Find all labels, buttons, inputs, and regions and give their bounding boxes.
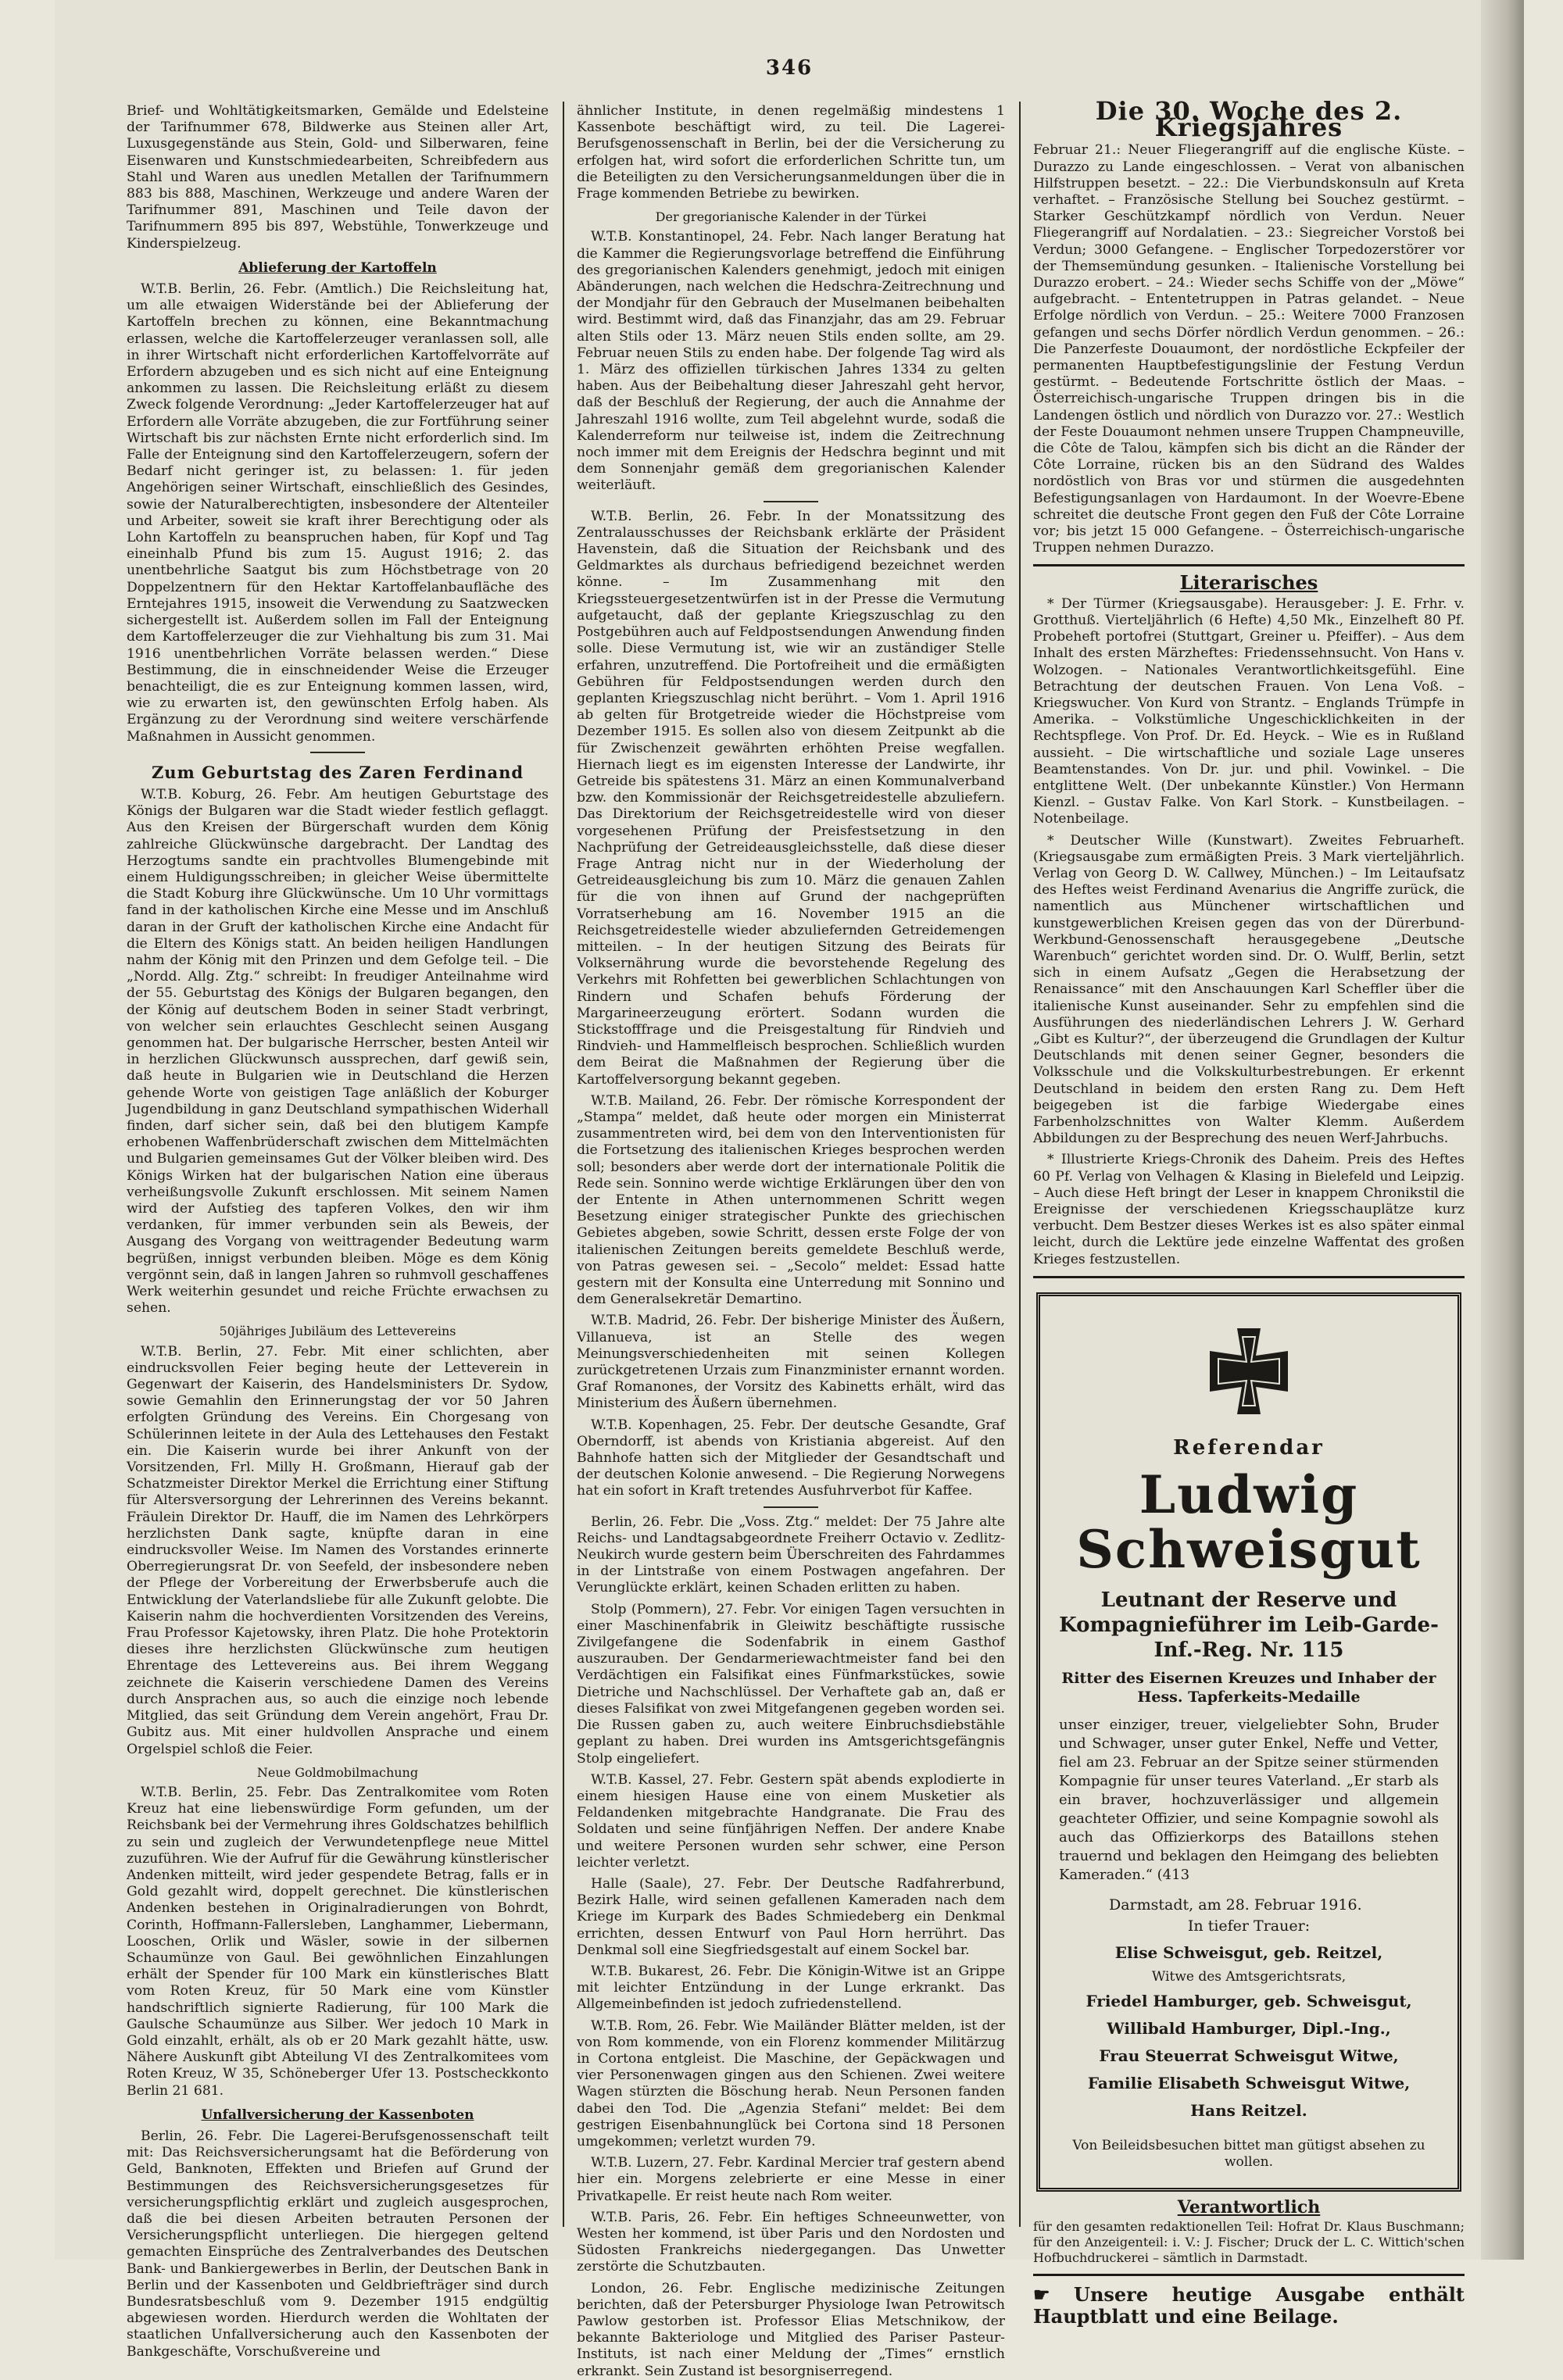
paragraph: Stolp (Pommern), 27. Febr. Vor einigen Tagen versuchten in einer Maschinenfabrik in Gleiwitz beschäftigte russische Zivilgefangene die Sodenfabrik in einem Gasthof auszurauben. Der Gendarmeriewachtmeister fand bei den Verdächtigen ein Falsifikat eines Fünfmarkstückes, sowie Dietriche und Nachschlüssel. Der Verhaftete gab an, daß er dieses Falsifikat von zwei Mitgefangenen gegeben worden sei. Die Russen gaben zu, auch weitere Einbruchsdiebstähle geplant zu haben. Drei wurden ins Amtsgerichtsgefängnis Stolp eingeliefert. — [577, 1601, 1005, 1767]
paragraph: W.T.B. Koburg, 26. Febr. Am heutigen Geburtstage des Königs der Bulgaren war die Stadt wieder festlich geflaggt. Aus den Kreisen der Bürgerschaft wurden dem König zahlreiche Glückwünsche dargebracht. Der Landtag des Herzogtums sandte ein prachtvolles Blumengebinde mit einem Huldigungsschreiben; in gleicher Weise übermittelte die Stadt Koburg ihre Glückwünsche. Um 10 Uhr vormittags fand in der katholischen Kirche eine Messe und im Anschluß daran in der Gruft der katholischen Kirche eine Andacht für die Eltern des Königs statt. An beiden heiligen Handlungen nahm der König mit den Prinzen und dem Gefolge teil. – Die „Nordd. Allg. Ztg.“ schreibt: In freudiger Anteilnahme wird der 55. Geburtstag des Königs der Bulgaren begangen, den der König auf deutschem Boden in seiner Stadt verbringt, von welcher sein erlauchtes Geschlecht seinen Ausgang genommen hat. Der bulgarische Herrscher, besten Anteil wir in herzlichen Glückwunsch aussprechen, darf gewiß sein, daß heute in Bulgarien wie in Deutschland die Herzen gehende Worte von geistigen Tage anläßlich der Koburger Jugendbildung in ganz Deutschland sympathischen Widerhall finden, darf sicher sein, daß bei den blutigem Kampfe erhobenen Waffenbrüderschaft zwischen dem Mittelmächten und Bulgarien gemeinsames Gut der Völker bleiben wird. Des Königs Wirken hat der bulgarischen Nation eine überaus verheißungsvolle Zukunft erschlossen. Mit seinem Namen wird der Aufstieg des tapferen Volkes, den wir ihm verdanken, für immer verbunden sein als Beweis, der Ausgang des Vorgang von weittragender Bedeutung warm begrüßen, innigst verbunden bleiben. Möge es dem König vergönnt sein, daß in langen Jahren so ruhmvoll geschaffenes Werk weiterhin gesundet und reiche Früchte erwachsen zu sehen. — [127, 786, 549, 1317]
mourner: Familie Elisabeth Schweisgut Witwe, — [1087, 2073, 1411, 2092]
paragraph: W.T.B. Paris, 26. Febr. Ein heftiges Schneeunwetter, von Westen her kommend, ist über Paris und den Nordosten und Südosten Frankreichs niedergegangen. Das Unwetter zerstörte die Schutzbauten. — [577, 2209, 1005, 2275]
page-number: 346 — [765, 56, 814, 80]
pointing-hand-icon: ☛ — [1033, 2283, 1075, 2307]
column-divider — [1019, 102, 1021, 2227]
mourner: Elise Schweisgut, geb. Reitzel, — [1114, 1942, 1383, 1962]
paragraph: Februar 21.: Neuer Fliegerangriff auf die englische Küste. – Durazzo zu Lande eingeschlossen. – Verat von albanischen Hilfstruppen besetzt. – 22.: Die Vierbundskonsuln auf Kreta verhaftet. – Französische Stellung bei Souchez gestürmt. – Starker Geschützkampf nördlich von Verdun. Neuer Fliegerangriff auf Nordalatien. – 23.: Siegreicher Vorstoß bei Verdun; 3000 Gefangene. – Englischer Torpedozerstörer vor der Themsemündung gesunken. – Italienische Vorstellung bei Durazzo erobert. – 24.: Wieder sechs Schiffe von der „Möwe“ aufgebracht. – Ententetruppen in Patras gelandet. – Neue Erfolge nördlich von Verdun. – 25.: Weitere 7000 Franzosen gefangen und sechs Dörfer nördlich Verdun genommen. – 26.: Die Panzerfeste Douaumont, der nordöstliche Eckpfeiler der permanenten Hauptbefestigungslinie der Festung Verdun gestürmt. – Bedeutende Fortschritte östlich der Maas. – Österreichisch-ungarische Truppen dringen bis in die Landengen östlich und nördlich von Durazzo vor. 27.: Westlich der Feste Douaumont nehmen unsere Truppen Champneuville, die Côte de Talou, kämpfen sich bis dicht an die Ränder der Côte Lorraine, rücken bis an den Südrand des Waldes nordöstlich von Bras vor und stürmen die ausgedehnten Befestigungsanlagen von Hardaumont. In der Woevre-Ebene schreitet die deutsche Front gegen den Fuß der Côte Lorraine vor; bis jetzt 15 000 Gefangene. – Österreichisch-ungarische Truppen nehmen Durazzo. — [1033, 142, 1465, 556]
mourner: Frau Steuerrat Schweisgut Witwe, — [1099, 2046, 1399, 2065]
mourner: Friedel Hamburger, geb. Schweisgut, — [1086, 1991, 1412, 2010]
article-title: Unfallversicherung der Kassenboten — [201, 2107, 474, 2123]
paragraph: W.T.B. Kassel, 27. Febr. Gestern spät abends explodierte in einem hiesigen Hause eine von einem Musketier als Feldandenken mitgebrachte Handgranate. Die Frau des Soldaten und seine fünfjährigen Neffen. Der andere Knabe und weitere Personen wurden sehr schwer, eine Person leichter verletzt. — [577, 1771, 1005, 1871]
newspaper-page — [55, 0, 1524, 2379]
obituary-place-date: Darmstadt, am 28. Februar 1916. — [1109, 1896, 1362, 1914]
paragraph: W.T.B. Berlin, 26. Febr. In der Monatssitzung des Zentralausschusses der Reichsbank erklärte der Präsident Havenstein, daß die Situation der Reichsbank und des Geldmarktes als durchaus befriedigend bezeichnet werden könne. – Im Zusammenhang mit den Kriegssteuergesetzentwürfen ist in der Presse die Vermutung aufgetaucht, daß der geplante Kriegszuschlag zu den Postgebühren auch auf Feldpostsendungen Anwendung finden solle. Diese Vermutung ist, wie wir an zuständiger Stelle erfahren, unzutreffend. Die Portofreiheit und die ermäßigten Gebühren für Feldpostsendungen werden durch den geplanten Kriegszuschlag nicht berührt. – Vom 1. April 1916 ab gelten für Brotgetreide wieder die Höchstpreise vom Dezember 1915. Es sollen also von diesem Zeitpunkt ab die für Zwischenzeit gewährten erhöhten Preise wegfallen. Hiernach liegt es im eigensten Interesse der Landwirte, ihr Getreide bis spätestens 31. März an einen Kommunalverband bzw. den Kommissionär der Reichsgetreidestelle abzuliefern. Das Direktorium der Reichsgetreidestelle wird von dieser vorgesehenen Prüfung der Preisfestsetzung in den Nachprüfung der Getreideausgleichsstelle, daß diese dieser Frage Antrag nicht nur in der Wiederholung der Getreideausgleichung bis zum 10. März die genauen Zahlen für die von ihnen auf Grund der nachgeprüften Vorratserhebung am 16. November 1915 an die Reichsgetreidestelle wieder abzuliefernden Getreidemengen mitteilen. – In der heutigen Sitzung des Beirats für Volksernährung wurde die bevorstehende Regelung des Verkehrs mit Rohfetten bei gewerblichen Schlachtungen von Rindern und Schafen behufs Förderung der Margarineerzeugung erörtert. Sodann wurden die Stickstofffrage und die Preisgestaltung für Rindvieh und Rindvieh- und Hammelfleisch besprochen. Schließlich wurden dem Beirat die Maßnahmen der Regierung über die Kartoffelversorgung bekannt gegeben. — [577, 508, 1005, 1088]
paragraph: W.T.B. Rom, 26. Febr. Wie Mailänder Blätter melden, ist der von Rom kommende, von ein Florenz kommender Militärzug in Cortona entgleist. Die Maschine, der Gepäckwagen und vier Personenwagen gingen aus den Schienen. Zwei weitere Wagen stürzten die Böschung herab. Neun Personen fanden dabei den Tod. Die „Agenzia Stefani“ meldet: Bei dem gestrigen Eisenbahnunglück bei Cortona sind 18 Personen umgekommen; verletzt wurden 79. — [577, 2017, 1005, 2150]
edition-notice — [1033, 2284, 1465, 2328]
divider — [1033, 2274, 1465, 2276]
paragraph: W.T.B. Madrid, 26. Febr. Der bisherige Minister des Äußern, Villanueva, ist an Stelle des wegen Meinungsverschiedenheiten mit seinen Kollegen zurückgetretenen Urzais zum Finanzminister ernannt worden. Graf Romanones, der Vorsitz des Kabinetts erhält, wird das Ministerium des Äußern übernehmen. — [577, 1313, 1005, 1412]
paragraph: * Illustrierte Kriegs-Chronik des Daheim. Preis des Heftes 60 Pf. Verlag von Velhagen & Klasing in Bielefeld und Leipzig. – Auch diese Heft bringt der Leser in knappem Chronikstil die Ereignisse der verschiedenen Kriegsschauplätze kurz verbucht. Dem Bestzer dieses Werkes ist es also später einmal leicht, durch die Lektüre jede einzelne Waffentat des großen Krieges festzustellen. — [1033, 1152, 1465, 1267]
paragraph: W.T.B. Berlin, 27. Febr. Mit einer schlichten, aber eindrucksvollen Feier beging heute der Letteverein in Gegenwart der Kaiserin, des Handelsministers Dr. Sydow, sowie Gemahlin den Erinnerungstag der vor 50 Jahren erfolgten Gründung des Vereins. Ein Chorgesang von Schülerinnen leitete in der Aula des Lettehauses den Festakt ein. Die Kaiserin wurde bei ihrer Ankunft von der Vorsitzenden, Frl. Milly H. Großmann, Hierauf gab der Schatzmeister Direktor Merkel die Errichtung einer Stiftung für Altersversorgung der Lehrerinnen des Vereins bekannt. Fräulein Direktor Dr. Hauff, die im Namen des Lehrkörpers herzlichsten Dank sagte, knüpfte daran in eine eindrucksvoller Weise. Im Namen des Vorstandes erinnerte Oberregierungsrat Dr. von Seefeld, der insbesondere neben der Pflege der Vorbereitung der Erwerbsberufe auch die Entwicklung der Vaterlandsliebe für alle Zukunft gelobte. Die Kaiserin nahm die hochverdienten Vorsitzenden des Vereins, Frau Professor Kajetowsky, ihren Platz. Die hohe Protektorin dieses ihre herzlichsten Glückwünsche zum heutigen Ehrentage des Lettevereins aus. Bei ihrem Weggang zeichnete die Kaiserin verschiedene Damen des Vereins durch Ansprachen aus, so auch die einzige noch lebende Mitglied, das seit Gründung dem Verein angehört, Frau Dr. Gubitz aus. Mit einer huldvollen Ansprache und einem Orgelspiel schloß die Feier. — [127, 1343, 549, 1757]
paragraph: * Der Türmer (Kriegsausgabe). Herausgeber: J. E. Frhr. v. Grotthuß. Vierteljährlich (6 Hefte) 4,50 Mk., Einzelheft 80 Pf. Probeheft portofrei (Stuttgart, Greiner u. Pfeiffer). – Aus dem Inhalt des ersten Märzheftes: Friedenssehnsucht. Von Hans v. Wolzogen. – Nationales Verantwortlichkeitsgefühl. Eine Betrachtung der deutschen Frauen. Von Lena Voß. – Kriegswucher. Von Kurd von Strantz. – Englands Trümpfe in Amerika. – Volkstümliche Ungeschicklichkeiten in der Rechtspflege. Von Prof. Dr. Ed. Heyck. – Wie es in Rußland aussieht. – Die wirtschaftliche und soziale Lage unseres Beamtenstandes. Von Dr. jur. und phil. Vowinkel. – Die entglittene Welt. (Der unbekannte Künstler.) Von Hermann Kienzl. – Gustav Falke. Von Karl Stork. – Kunstbeilagen. – Notenbeilage. — [1033, 595, 1465, 827]
page-edge-shadow — [1481, 0, 1524, 2260]
obituary-title: Referendar — [1173, 1436, 1325, 1460]
literary-section-title: Literarisches — [1179, 571, 1318, 595]
paragraph: Halle (Saale), 27. Febr. Der Deutsche Radfahrerbund, Bezirk Halle, wird seinen gefallenen Kameraden nach dem Kriege im Kurpark des Bades Schmiedeberg ein Denkmal errichten, dessen Entwurf von Paul Horn herrührt. Das Denkmal soll eine Siegfriedsgestalt auf einem Sockel bar. — [577, 1875, 1005, 1958]
paragraph: Berlin, 26. Febr. Die Lagerei-Berufsgenossenschaft teilt mit: Das Reichsversicherungsamt hat die Beförderung von Geld, Banknoten, Effekten und Briefen auf Grund der Bestimmungen des Reichsversicherungsgesetzes für versicherungspflichtig erklärt und zugleich ausgesprochen, daß die bei diesen Arbeiten betrauten Personen der Versicherungspflicht unterliegen. Die hiergegen geltend gemachten Einsprüche des Zentralverbandes des Deutschen Bank- und Bankiergewerbes in Berlin, der Deutschen Bank in Berlin und der Kassenboten und Geldbriefträger sind durch Bundesratsbeschluß vom 9. Dezember 1915 endgültig abgewiesen worden. Hierdurch werden die Wohltaten der staatlichen Unfallversicherung auch den Kassenboten der Bankgeschäfte, Vorschußvereine und — [127, 2128, 549, 2360]
column-1 — [127, 103, 549, 2360]
mourner: Hans Reitzel. — [1190, 2100, 1307, 2120]
paragraph: W.T.B. Berlin, 25. Febr. Das Zentralkomitee vom Roten Kreuz hat eine liebenswürdige Form gefunden, um der Reichsbank bei der Vermehrung ihres Goldschatzes behilflich zu sein und zugleich der Verwundetenpflege neue Mittel zuzuführen. Wie der Aufruf für die Gewährung künstlerischer Andenken mitteilt, wird jeder gespendete Betrag, falls er in Gold gezahlt wird, doppelt gerechnet. Die künstlerischen Andenken bestehen in Originalradierungen von Bohrdt, Corinth, Hoffmann-Fallersleben, Langhammer, Liebermann, Looschen, Orlik und Wäsler, sowie in der silbernen Schaumünze von Gaul. Bei gewöhnlichen Einzahlungen erhält der Spender für 100 Mark ein künstlerisches Blatt vom Roten Kreuz, für 50 Mark eine vom Künstler handschriftlich signierte Radierung, für 100 Mark die Gaulsche Schaumünze aus Silber. Wer jedoch 10 Mark in Gold einzahlt, erhält, als ob er 20 Mark gezahlt hätte, usw. Nähere Auskunft gibt Abteilung VI des Zentralkomitees vom Roten Kreuz, W 35, Schöneberger Ufer 13. Postscheckkonto Berlin 21 681. — [127, 1784, 549, 2099]
paragraph: ähnlicher Institute, in denen regelmäßig mindestens 1 Kassenbote beschäftigt wird, zu teil. Die Lagerei-Berufsgenossenschaft in Berlin, bei der die Versicherung zu erfolgen hat, wird sofort die erforderlichen Schritte tun, um die Beteiligten zu den Versicherungsanmeldungen über die in Frage kommenden Betriebe zu bewirken. — [577, 103, 1005, 202]
obituary-body: unser einziger, treuer, vielgeliebter Sohn, Bruder und Schwager, unser guter Enkel, Neffe und Vetter, fiel am 23. Februar an der Spitze seiner stürmenden Kompagnie für unser teures Vaterland. „Er starb als ein braver, hochzuverlässiger und allgemein geachteter Offizier, und seine Kompagnie sowohl als auch das Offizierkorps des Bataillons stehen trauernd und beklagen den Heimgang des beliebten Kameraden.“ (413 — [1059, 1717, 1439, 1884]
obituary-decorations: Ritter des Eisernen Kreuzes und Inhaber der Hess. Tapferkeits-Medaille — [1061, 1670, 1436, 1706]
paragraph: W.T.B. Konstantinopel, 24. Febr. Nach langer Beratung hat die Kammer die Regierungsvorlage betreffend die Einführung des gregorianischen Kalenders genehmigt, jedoch mit einigen Abänderungen, nach welchen die Hedschra-Zeitrechnung und der Mondjahr für den Gebrauch der Muselmanen beibehalten wird. Bestimmt wird, daß das Finanzjahr, das am 29. Februar alten Stils oder 13. März neuen Stils enden sollte, am 29. Februar neuen Stils zu enden habe. Der folgende Tag wird als 1. März des offiziellen türkischen Jahres 1334 zu gelten haben. Aus der Beibehaltung dieser Jahreszahl geht hervor, daß der Beschluß der Regierung, der auch die Annahme der Jahreszahl 1916 wollte, zum Teil abgelehnt wurde, sodaß die Kalenderreform nur teilweise ist, indem die Zeitrechnung noch immer mit dem Ereignis der Hedschra beginnt und mit dem Sonnenjahr gemäß dem gregorianischen Kalender weiterläuft. — [577, 229, 1005, 494]
divider — [764, 1506, 818, 1508]
edition-notice-text: Unsere heutige Ausgabe enthält Hauptblatt und eine Beilage. — [1033, 2283, 1465, 2328]
obituary-name: Ludwig Schweisgut — [1076, 1464, 1422, 1581]
column-3 — [1033, 96, 1465, 2328]
divider — [1033, 1276, 1465, 1278]
column-divider — [563, 102, 564, 2227]
paragraph: * Deutscher Wille (Kunstwart). Zweites Februarheft. (Kriegsausgabe zum ermäßigten Preis. 3 Mark vierteljährlich. Verlag von Georg D. W. Callwey, München.) – Im Leitaufsatz des Heftes weist Ferdinand Avenarius die Angriffe zurück, die namentlich aus Münchener wirtschaftlichen und kunstgewerblichen Kreisen gegen das von der Dürerbund-Werkbund-Genossenschaft herausgegebene „Deutsche Warenbuch“ gerichtet worden sind. Dr. O. Wulff, Berlin, setzt sich in einem Aufsatz „Gegen die Herabsetzung der Renaissance“ mit den Anschauungen Karl Scheffler über die italienische Kunst auseinander. Sehr zu empfehlen sind die Ausführungen des niederländischen Lehrers J. W. Gerhard „Gibt es Kultur?“, der überzeugend die Grundlagen der Kultur Deutschlands mit denen seiner Gegner, besonders die Volksschule und die Volkskulturbestrebungen. Er erkennt Deutschland in beidem den ersten Rang zu. Dem Heft beigegeben ist die farbige Wiedergabe eines Farbenholzschnittes von Walter Klemm. Außerdem Abbildungen zu der Besprechung des neuen Werf-Jahrbuchs. — [1033, 832, 1465, 1147]
article-title: 50jähriges Jubiläum des Lettevereins — [219, 1324, 456, 1339]
article-title: Zum Geburtstag des Zaren Ferdinand — [151, 762, 524, 782]
article-title: Neue Goldmobilmachung — [256, 1764, 419, 1780]
divider — [310, 752, 365, 753]
obituary-footnote: Von Beileidsbesuchen bittet man gütigst absehen zu wollen. — [1072, 2137, 1425, 2171]
paragraph: W.T.B. Bukarest, 26. Febr. Die Königin-Witwe ist an Grippe mit leichter Entzündung in der Lunge erkrankt. Das Allgemeinbefinden ist jedoch zufriedenstellend. — [577, 1963, 1005, 2013]
paragraph: Brief- und Wohltätigkeitsmarken, Gemälde und Edelsteine der Tarifnummer 678, Bildwerke aus Steinen aller Art, Luxusgegenstände aus Stein, Gold- und Silberwaren, feine Eisenwaren und Kunstschmiedearbeiten, Schreibfedern aus Stahl und Waren aus unedlen Metallen der Tarifnummern 883 bis 888, Maschinen, Werkzeuge und andere Waren der Tarifnummer 891, Maschinen und Teile davon der Tarifnummern 895 bis 897, Webstühle, Tonwerkzeuge und Kinderspielzeug. — [127, 103, 549, 252]
imprint-text: für den gesamten redaktionellen Teil: Hofrat Dr. Klaus Buschmann; für den Anzeigenteil: i. V.: J. Fischer; Druck der L. C. Wittich'schen Hofbuchdruckerei – sämtlich in Darmstadt. — [1033, 2219, 1465, 2266]
paragraph: Berlin, 26. Febr. Die „Voss. Ztg.“ meldet: Der 75 Jahre alte Reichs- und Landtagsabgeordnete Freiherr Octavio v. Zedlitz-Neukirch wurde gestern beim Überschreiten des Fahrdammes in der Lintstraße von einem Postwagen angefahren. Der Verunglückte erklärt, keinen Schaden erlitten zu haben. — [577, 1513, 1005, 1596]
imprint-title: Verantwortlich — [1177, 2197, 1321, 2218]
obituary-notice — [1036, 1292, 1461, 2192]
war-chronicle-title: Die 30. Woche des 2. Kriegsjahres — [1095, 96, 1403, 143]
paragraph: W.T.B. Luzern, 27. Febr. Kardinal Mercier traf gestern abend hier ein. Morgens zelebrierte er eine Messe in einer Privatkapelle. Er reist heute nach Rom weiter. — [577, 2155, 1005, 2204]
mourner-title: Witwe des Amtsgerichtsrats, — [1151, 1968, 1347, 1985]
article-title: Der gregorianische Kalender in der Türkei — [655, 209, 927, 225]
paragraph: London, 26. Febr. Englische medizinische Zeitungen berichten, daß der Petersburger Physiologe Iwan Petrowitsch Pawlow gestorben ist. Professor Elias Metschnikow, der bekannte Bakteriologe und Mitglied des Pariser Pasteur-Instituts, ist nach einer Meldung der „Times“ ernstlich erkrankt. Sein Zustand ist besorgniserregend. — [577, 2280, 1005, 2379]
obituary-rank: Leutnant der Reserve und Kompagnieführer im Leib-Garde-Inf.-Reg. Nr. 115 — [1059, 1588, 1439, 1663]
paragraph: W.T.B. Berlin, 26. Febr. (Amtlich.) Die Reichsleitung hat, um alle etwaigen Widerstände bei der Ablieferung der Kartoffeln brechen zu können, eine Bekanntmachung erlassen, welche die Kartoffelerzeuger veranlassen soll, alle in ihrer Wirtschaft nicht erforderlichen Kartoffelvorräte auf Erfordern abzugeben und es sich nicht auf eine Enteignung ankommen zu lassen. Die Reichsleitung erläßt zu diesem Zweck folgende Verordnung: „Jeder Kartoffelerzeuger hat auf Erfordern alle Vorräte abzugeben, die zur Fortführung seiner Wirtschaft bis zur nächsten Ernte nicht erforderlich sind. Im Falle der Enteignung sind den Kartoffelerzeugern, sofern der Bedarf nicht geringer ist, zu belassen: 1. für jeden Angehörigen seiner Wirtschaft, einschließlich des Gesindes, sowie der Naturalberechtigten, insbesondere der Altenteiler und Arbeiter, soweit sie kraft ihrer Berechtigung oder als Lohn Kartoffeln zu beanspruchen haben, für Kopf und Tag eineinhalb Pfund bis zum 15. August 1916; 2. das unentbehrliche Saatgut bis zum Höchstbetrage von 20 Doppelzentnern für den Hektar Kartoffelanbaufläche des Erntejahres 1915, insoweit die Verwendung zu Saatzwecken sichergestellt ist. Außerdem sollen im Fall der Enteignung dem Kartoffelerzeuger die zur Viehhaltung bis zum 31. Mai 1916 unentbehrlichen Vorräte belassen werden.“ Diese Bestimmung, die in einschneidender Weise die Erzeuger benachteiligt, die es zur Enteignung kommen lassen, wird, wie zu erwarten ist, den gewünschten Erfolg haben. Als Ergänzung zu der Verordnung sind weitere verschärfende Maßnahmen in Aussicht genommen. — [127, 281, 549, 745]
obituary-sorrow: In tiefer Trauer: — [1187, 1917, 1311, 1935]
mourner: Willibald Hamburger, Dipl.-Ing., — [1107, 2018, 1391, 2038]
article-title: Ablieferung der Kartoffeln — [238, 259, 437, 276]
divider — [1033, 564, 1465, 566]
paragraph: W.T.B. Mailand, 26. Febr. Der römische Korrespondent der „Stampa“ meldet, daß heute oder morgen ein Ministerrat zusammentreten wird, bei dem von den Interventionisten für die Fortsetzung des italienischen Krieges besprochen werden soll; besonders aber werde dort der internationale Politik die Rede sein. Sonnino werde wichtige Erklärungen über den von der Entente in Athen unternommenen Schritt wegen Besetzung einiger strategischer Punkte des griechischen Gebietes abgeben, sowie Schritt, dessen erste Folge der von italienischen Zeitungen bereits gemeldete Beschluß werde, von Patras gewesen sei. – „Secolo“ meldet: Essad hatte gestern mit der Konsulta eine Unterredung mit Sonnino und dem Generalsekretär Demartino. — [577, 1092, 1005, 1308]
divider — [764, 501, 818, 502]
column-2 — [577, 103, 1005, 2379]
iron-cross-icon — [1206, 1324, 1292, 1418]
paragraph: W.T.B. Kopenhagen, 25. Febr. Der deutsche Gesandte, Graf Oberndorff, ist abends von Kristiania abgereist. Auf den Bahnhofe hatten sich der Mitglieder der Gesandtschaft und der deutschen Kolonie anwesend. – Die Regierung Norwegens hat ein sofort in Kraft tretendes Ausfuhrverbot für Kaffee. — [577, 1417, 1005, 1499]
